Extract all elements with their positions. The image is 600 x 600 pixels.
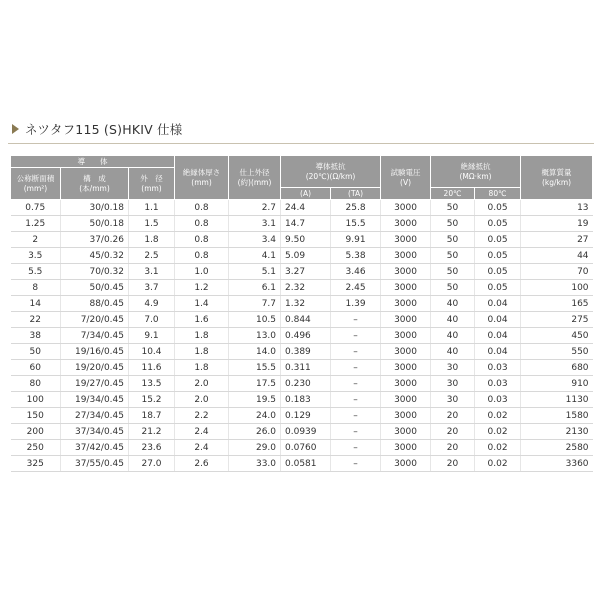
cell-area: 100: [11, 392, 61, 408]
header-res-a: (A): [281, 188, 331, 200]
cell-res-a: 24.4: [281, 200, 331, 216]
cell-insres-80: 0.03: [475, 360, 521, 376]
cell-res-a: 0.0939: [281, 424, 331, 440]
cell-voltage: 3000: [381, 424, 431, 440]
cell-composition: 50/0.18: [61, 216, 129, 232]
cell-outer-dia: 23.6: [129, 440, 175, 456]
cell-insulation: 2.0: [175, 376, 229, 392]
cell-insulation: 1.8: [175, 344, 229, 360]
cell-insres-80: 0.02: [475, 408, 521, 424]
cell-finish-dia: 10.5: [229, 312, 281, 328]
cell-res-a: 0.311: [281, 360, 331, 376]
cell-insres-80: 0.02: [475, 440, 521, 456]
cell-mass: 3360: [521, 456, 593, 472]
cell-insres-20: 40: [431, 296, 475, 312]
cell-mass: 2580: [521, 440, 593, 456]
header-insres-unit: (MΩ·km): [459, 171, 492, 181]
cell-res-ta: –: [331, 344, 381, 360]
cell-area: 3.5: [11, 248, 61, 264]
cell-res-a: 3.27: [281, 264, 331, 280]
cell-insres-80: 0.05: [475, 264, 521, 280]
cell-mass: 680: [521, 360, 593, 376]
cell-area: 5.5: [11, 264, 61, 280]
table-row: [11, 456, 593, 472]
cell-outer-dia: 10.4: [129, 344, 175, 360]
table-row: [11, 392, 593, 408]
cell-voltage: 3000: [381, 312, 431, 328]
cell-insulation: 1.8: [175, 328, 229, 344]
header-temp-80: 80℃: [475, 188, 521, 200]
cell-finish-dia: 2.7: [229, 200, 281, 216]
cell-composition: 88/0.45: [61, 296, 129, 312]
cell-insulation: 2.4: [175, 424, 229, 440]
table-row: [11, 344, 593, 360]
cell-insres-80: 0.02: [475, 424, 521, 440]
cell-area: 38: [11, 328, 61, 344]
cell-mass: 910: [521, 376, 593, 392]
header-voltage-label: 試験電圧: [390, 167, 421, 177]
cell-voltage: 3000: [381, 344, 431, 360]
cell-composition: 30/0.18: [61, 200, 129, 216]
cell-finish-dia: 24.0: [229, 408, 281, 424]
table-row: [11, 296, 593, 312]
cell-insulation: 0.8: [175, 232, 229, 248]
cell-res-a: 0.844: [281, 312, 331, 328]
cell-composition: 37/42/0.45: [61, 440, 129, 456]
cell-insres-20: 20: [431, 408, 475, 424]
cell-res-ta: –: [331, 392, 381, 408]
cell-insulation: 1.2: [175, 280, 229, 296]
cell-mass: 2130: [521, 424, 593, 440]
cell-voltage: 3000: [381, 392, 431, 408]
cell-res-a: 1.32: [281, 296, 331, 312]
cell-res-ta: 5.38: [331, 248, 381, 264]
cell-voltage: 3000: [381, 296, 431, 312]
header-voltage-unit: (V): [400, 177, 412, 187]
cell-insres-80: 0.04: [475, 312, 521, 328]
cell-res-a: 0.0760: [281, 440, 331, 456]
cell-insulation: 2.2: [175, 408, 229, 424]
cell-voltage: 3000: [381, 376, 431, 392]
cell-res-ta: –: [331, 440, 381, 456]
cell-insulation: 1.4: [175, 296, 229, 312]
cell-finish-dia: 3.1: [229, 216, 281, 232]
cell-res-ta: –: [331, 424, 381, 440]
header-insulation-resistance: [431, 156, 521, 188]
cell-outer-dia: 7.0: [129, 312, 175, 328]
cell-res-a: 14.7: [281, 216, 331, 232]
cell-composition: 7/20/0.45: [61, 312, 129, 328]
cell-insres-80: 0.05: [475, 280, 521, 296]
cell-insres-20: 50: [431, 216, 475, 232]
header-composition: [61, 168, 129, 200]
cell-res-ta: –: [331, 408, 381, 424]
header-insulation-unit: (mm): [191, 177, 212, 187]
cell-voltage: 3000: [381, 328, 431, 344]
cell-insulation: 2.6: [175, 456, 229, 472]
cell-outer-dia: 27.0: [129, 456, 175, 472]
header-finish-diameter: [229, 156, 281, 200]
cell-finish-dia: 15.5: [229, 360, 281, 376]
header-composition-unit: (本/mm): [79, 183, 110, 193]
cell-insres-20: 40: [431, 344, 475, 360]
cell-voltage: 3000: [381, 456, 431, 472]
cell-res-ta: 1.39: [331, 296, 381, 312]
cell-insulation: 0.8: [175, 200, 229, 216]
cell-composition: 19/34/0.45: [61, 392, 129, 408]
cell-res-a: 9.50: [281, 232, 331, 248]
header-test-voltage: [381, 156, 431, 200]
table-row: [11, 440, 593, 456]
cell-mass: 19: [521, 216, 593, 232]
cell-area: 2: [11, 232, 61, 248]
table-row: [11, 280, 593, 296]
cell-voltage: 3000: [381, 264, 431, 280]
header-area: [11, 168, 61, 200]
cell-area: 150: [11, 408, 61, 424]
cell-composition: 37/55/0.45: [61, 456, 129, 472]
cell-insres-20: 30: [431, 392, 475, 408]
cell-insres-80: 0.03: [475, 376, 521, 392]
header-area-unit: (mm²): [23, 183, 48, 193]
cell-voltage: 3000: [381, 280, 431, 296]
table-row: [11, 328, 593, 344]
cell-insres-80: 0.03: [475, 392, 521, 408]
cell-insres-80: 0.05: [475, 232, 521, 248]
section-title: [12, 120, 182, 138]
cell-area: 8: [11, 280, 61, 296]
table-row: [11, 312, 593, 328]
cell-outer-dia: 15.2: [129, 392, 175, 408]
cell-res-ta: 2.45: [331, 280, 381, 296]
cell-res-ta: 25.8: [331, 200, 381, 216]
cell-res-a: 2.32: [281, 280, 331, 296]
cell-finish-dia: 7.7: [229, 296, 281, 312]
header-finish-label: 仕上外径: [239, 167, 270, 177]
cell-insres-20: 40: [431, 328, 475, 344]
cell-area: 50: [11, 344, 61, 360]
table-row: [11, 360, 593, 376]
cell-insulation: 0.8: [175, 248, 229, 264]
cell-finish-dia: 14.0: [229, 344, 281, 360]
cell-insres-20: 40: [431, 312, 475, 328]
table-row: [11, 248, 593, 264]
header-area-label: 公称断面積: [16, 173, 55, 183]
header-outer-diameter: [129, 168, 175, 200]
cell-area: 80: [11, 376, 61, 392]
cell-insulation: 1.6: [175, 312, 229, 328]
cell-insres-80: 0.04: [475, 328, 521, 344]
cell-insres-80: 0.04: [475, 344, 521, 360]
cell-res-ta: –: [331, 360, 381, 376]
cell-outer-dia: 18.7: [129, 408, 175, 424]
cell-outer-dia: 2.5: [129, 248, 175, 264]
table-header: [11, 156, 593, 200]
table-row: [11, 408, 593, 424]
cell-voltage: 3000: [381, 216, 431, 232]
cell-insres-20: 50: [431, 280, 475, 296]
cell-insres-80: 0.04: [475, 296, 521, 312]
arrow-right-icon: [12, 124, 19, 134]
cell-finish-dia: 6.1: [229, 280, 281, 296]
cell-finish-dia: 17.5: [229, 376, 281, 392]
cell-mass: 275: [521, 312, 593, 328]
cell-outer-dia: 9.1: [129, 328, 175, 344]
cell-res-ta: –: [331, 376, 381, 392]
cell-res-a: 0.129: [281, 408, 331, 424]
cell-res-ta: –: [331, 328, 381, 344]
table-row: [11, 216, 593, 232]
cell-voltage: 3000: [381, 232, 431, 248]
cell-finish-dia: 13.0: [229, 328, 281, 344]
cell-res-ta: 15.5: [331, 216, 381, 232]
cell-area: 325: [11, 456, 61, 472]
cell-res-ta: 3.46: [331, 264, 381, 280]
cell-res-a: 0.496: [281, 328, 331, 344]
cell-outer-dia: 21.2: [129, 424, 175, 440]
cell-insres-20: 30: [431, 376, 475, 392]
cell-res-ta: –: [331, 312, 381, 328]
cell-composition: 37/34/0.45: [61, 424, 129, 440]
header-insres-label: 絶縁抵抗: [460, 161, 491, 171]
header-insulation-thickness: [175, 156, 229, 200]
title-divider: [8, 143, 594, 144]
cell-outer-dia: 1.8: [129, 232, 175, 248]
cell-finish-dia: 4.1: [229, 248, 281, 264]
cell-composition: 7/34/0.45: [61, 328, 129, 344]
cell-insulation: 1.8: [175, 360, 229, 376]
cell-area: 250: [11, 440, 61, 456]
cell-finish-dia: 26.0: [229, 424, 281, 440]
cell-composition: 50/0.45: [61, 280, 129, 296]
cell-insres-20: 20: [431, 456, 475, 472]
cell-area: 22: [11, 312, 61, 328]
cell-insres-80: 0.05: [475, 216, 521, 232]
cell-outer-dia: 13.5: [129, 376, 175, 392]
cell-res-a: 0.230: [281, 376, 331, 392]
cell-outer-dia: 1.1: [129, 200, 175, 216]
header-mass-unit: (kg/km): [541, 177, 572, 187]
cell-insres-80: 0.05: [475, 200, 521, 216]
header-resistance-cond: (20℃)(Ω/km): [305, 171, 356, 181]
cell-area: 14: [11, 296, 61, 312]
cell-composition: 37/0.26: [61, 232, 129, 248]
cell-composition: 19/27/0.45: [61, 376, 129, 392]
header-mass-label: 概算質量: [541, 167, 572, 177]
table-body: [11, 200, 593, 472]
cell-finish-dia: 3.4: [229, 232, 281, 248]
cell-voltage: 3000: [381, 408, 431, 424]
cell-outer-dia: 11.6: [129, 360, 175, 376]
cell-voltage: 3000: [381, 360, 431, 376]
header-res-ta: (TA): [331, 188, 381, 200]
cell-res-a: 0.183: [281, 392, 331, 408]
cell-res-ta: –: [331, 456, 381, 472]
header-resistance-label: 導体抵抗: [315, 161, 346, 171]
cell-insres-80: 0.02: [475, 456, 521, 472]
cell-insulation: 0.8: [175, 216, 229, 232]
cell-outer-dia: 1.5: [129, 216, 175, 232]
header-conductor-resistance: [281, 156, 381, 188]
table-row: [11, 264, 593, 280]
table-row: [11, 232, 593, 248]
cell-composition: 19/20/0.45: [61, 360, 129, 376]
cell-insres-20: 20: [431, 424, 475, 440]
header-mass: [521, 156, 593, 200]
cell-mass: 165: [521, 296, 593, 312]
cell-mass: 100: [521, 280, 593, 296]
spec-table: [10, 155, 593, 472]
header-composition-label: 構 成: [83, 173, 106, 183]
cell-insres-20: 50: [431, 248, 475, 264]
cell-area: 200: [11, 424, 61, 440]
header-insulation-label: 絶縁体厚さ: [182, 167, 221, 177]
cell-finish-dia: 5.1: [229, 264, 281, 280]
cell-insres-20: 50: [431, 232, 475, 248]
cell-insres-80: 0.05: [475, 248, 521, 264]
cell-insres-20: 30: [431, 360, 475, 376]
cell-res-a: 0.0581: [281, 456, 331, 472]
cell-area: 0.75: [11, 200, 61, 216]
cell-area: 60: [11, 360, 61, 376]
cell-insulation: 1.0: [175, 264, 229, 280]
cell-finish-dia: 19.5: [229, 392, 281, 408]
cell-insres-20: 50: [431, 264, 475, 280]
cell-area: 1.25: [11, 216, 61, 232]
cell-voltage: 3000: [381, 440, 431, 456]
header-conductor: 導 体: [11, 156, 175, 168]
cell-mass: 44: [521, 248, 593, 264]
cell-composition: 27/34/0.45: [61, 408, 129, 424]
cell-outer-dia: 3.1: [129, 264, 175, 280]
cell-finish-dia: 29.0: [229, 440, 281, 456]
cell-composition: 45/0.32: [61, 248, 129, 264]
cell-insulation: 2.4: [175, 440, 229, 456]
cell-insulation: 2.0: [175, 392, 229, 408]
cell-voltage: 3000: [381, 248, 431, 264]
header-row-1: [11, 156, 593, 168]
cell-mass: 70: [521, 264, 593, 280]
cell-mass: 27: [521, 232, 593, 248]
cell-voltage: 3000: [381, 200, 431, 216]
cell-insres-20: 20: [431, 440, 475, 456]
cell-finish-dia: 33.0: [229, 456, 281, 472]
cell-composition: 19/16/0.45: [61, 344, 129, 360]
cell-mass: 1580: [521, 408, 593, 424]
cell-mass: 450: [521, 328, 593, 344]
cell-mass: 1130: [521, 392, 593, 408]
table-row: [11, 200, 593, 216]
cell-res-a: 5.09: [281, 248, 331, 264]
table-row: [11, 376, 593, 392]
header-outer-label: 外 径: [140, 173, 163, 183]
header-outer-unit: (mm): [141, 183, 162, 193]
cell-composition: 70/0.32: [61, 264, 129, 280]
cell-insres-20: 50: [431, 200, 475, 216]
cell-outer-dia: 4.9: [129, 296, 175, 312]
header-finish-unit: (約)(mm): [237, 177, 272, 187]
cell-mass: 13: [521, 200, 593, 216]
cell-mass: 550: [521, 344, 593, 360]
cell-outer-dia: 3.7: [129, 280, 175, 296]
header-temp-20: 20℃: [431, 188, 475, 200]
cell-res-a: 0.389: [281, 344, 331, 360]
table-row: [11, 424, 593, 440]
section-title-text: ネツタフ115 (S)HKIV 仕様: [25, 122, 183, 137]
cell-res-ta: 9.91: [331, 232, 381, 248]
